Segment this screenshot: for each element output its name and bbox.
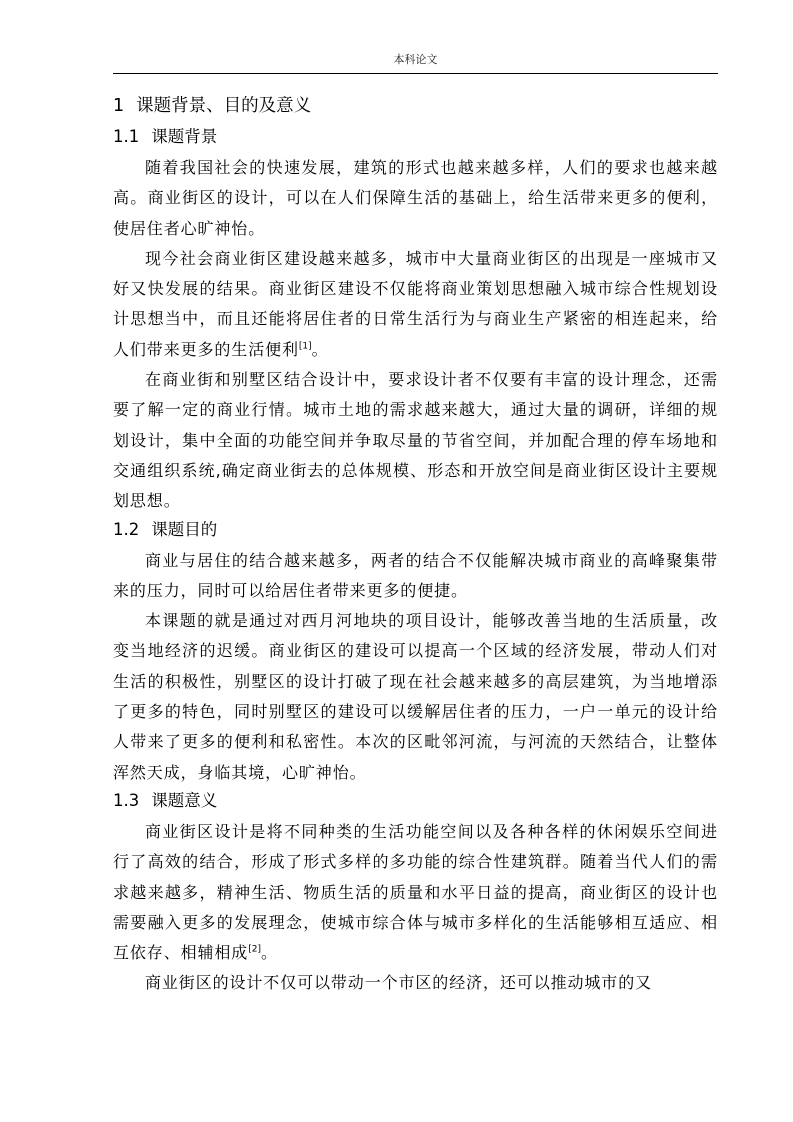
section-title: 课题背景 — [151, 127, 218, 146]
header-rule — [113, 73, 718, 74]
chapter-number: 1 — [113, 96, 125, 116]
chapter-title: 课题背景、目的及意义 — [136, 96, 312, 116]
paragraph-text: 商业与居住的结合越来越多，两者的结合不仅能解决城市商业的高峰聚集带来的压力，同时可以给居住者带来更多的便捷。 — [113, 550, 718, 600]
section-title: 课题目的 — [151, 519, 218, 539]
chapter-heading — [113, 92, 718, 120]
paragraph — [113, 365, 718, 516]
section-title: 课题意义 — [151, 790, 218, 810]
paragraph — [113, 606, 718, 788]
paragraph-tail: 。 — [311, 339, 329, 359]
page-body — [113, 92, 718, 999]
paragraph-tail: 。 — [260, 943, 278, 963]
paragraph — [113, 244, 718, 365]
paragraph — [113, 546, 718, 607]
citation-marker: [2] — [248, 944, 261, 955]
citation-marker: [1] — [298, 341, 312, 352]
running-header: 本科论文 — [393, 53, 438, 66]
paragraph — [113, 968, 718, 998]
paragraph-text: 现今社会商业街区建设越来越多，城市中大量商业街区的出现是一座城市又好又快发展的结果。商业街区建设不仅能将商业策划思想融入城市综合性规划设计思想当中，而且还能将居住者的日常生活行为与商业生产紧密的相连起来，给人们带来更多的生活便利 — [113, 248, 718, 359]
section-heading-significance — [113, 788, 718, 814]
paragraph — [113, 817, 718, 968]
section-number: 1.2 — [113, 519, 140, 539]
paragraph-text: 商业街区的设计不仅可以带动一个市区的经济，还可以推动城市的又 — [145, 973, 653, 993]
section-heading-background — [113, 124, 718, 150]
section-number: 1.1 — [113, 127, 140, 146]
paragraph-text: 商业街区设计是将不同种类的生活功能空间以及各种各样的休闲娱乐空间进行了高效的结合，形成了形式多样的多功能的综合性建筑群。随着当代人们的需求越来越多，精神生活、物质生活的质量和水平日益的提高，商业街区的设计也需要融入更多的发展理念，使城市综合体与城市多样化的生活能够相互适应、相互依存、相辅相成 — [113, 821, 718, 963]
paragraph-text: 本课题的就是通过对西月河地块的项目设计，能够改善当地的生活质量，改变当地经济的迟缓。商业街区的建设可以提高一个区域的经济发展，带动人们对生活的积极性，别墅区的设计打破了现在社会越来越多的高层建筑，为当地增添了更多的特色，同时别墅区的建设可以缓解居住者的压力，一户一单元的设计给人带来了更多的便利和私密性。本次的区毗邻河流，与河流的天然结合，让整体浑然天成，身临其境，心旷神怡。 — [113, 611, 718, 782]
paragraph-text: 在商业街和别墅区结合设计中，要求设计者不仅要有丰富的设计理念，还需要了解一定的商业行情。城市土地的需求越来越大，通过大量的调研，详细的规划设计，集中全面的功能空间并争取尽量的节省空间，并加配合理的停车场地和交通组织系统,确定商业街去的总体规模、形态和开放空间是商业街区设计主要规划思想。 — [113, 370, 718, 511]
section-heading-purpose — [113, 517, 718, 543]
paragraph-text: 随着我国社会的快速发展，建筑的形式也越来越多样，人们的要求也越来越高。商业街区的设计，可以在人们保障生活的基础上，给生活带来更多的便利，使居住者心旷神怡。 — [113, 158, 718, 238]
paragraph — [113, 153, 718, 244]
section-number: 1.3 — [113, 790, 140, 810]
